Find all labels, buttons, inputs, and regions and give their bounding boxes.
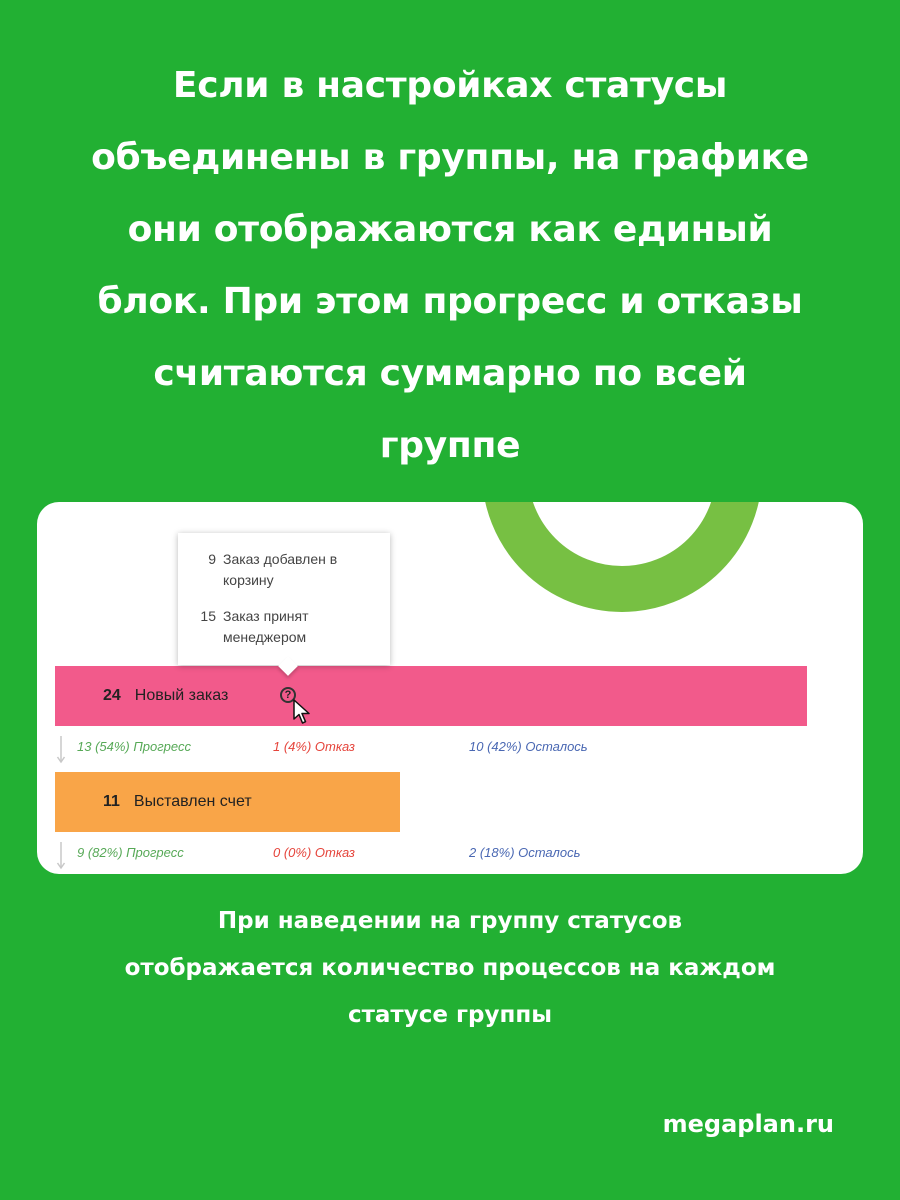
stage-label: Выставлен счет [133, 793, 252, 810]
brand-label: megaplan.ru [662, 1110, 834, 1138]
headline-line: объединены в группы, на графике [91, 137, 809, 178]
headline-line: они отображаются как единый [127, 209, 773, 250]
progress-stat[interactable]: 9 (82%) Прогресс [77, 845, 184, 860]
tooltip-item-label: Заказ принят менеджером [223, 608, 309, 645]
tooltip-item-label: Заказ добавлен в корзину [223, 551, 338, 588]
status-group-tooltip [178, 533, 390, 665]
headline-line: блок. При этом прогресс и отказы [97, 281, 803, 322]
tooltip-item-count: 9 [208, 551, 216, 567]
tooltip-item [178, 606, 368, 648]
progress-stat[interactable]: 13 (54%) Прогресс [77, 739, 191, 754]
refusal-stat[interactable]: 0 (0%) Отказ [273, 845, 355, 860]
stage-stats-row [37, 842, 863, 866]
mouse-cursor-icon [293, 699, 311, 725]
headline [30, 50, 870, 482]
headline-line: группе [379, 425, 521, 466]
caption-line: При наведении на группу статусов [217, 908, 683, 934]
down-arrow-icon [56, 842, 66, 870]
headline-line: Если в настройках статусы [172, 65, 728, 106]
caption-line: статусе группы [347, 1002, 553, 1028]
stage-count: 24 [103, 687, 121, 704]
donut-chart-segment [482, 502, 762, 612]
headline-line: считаются суммарно по всей [153, 353, 747, 394]
remaining-stat[interactable]: 10 (42%) Осталось [469, 739, 588, 754]
caption-line: отображается количество процессов на каждом [124, 955, 776, 981]
funnel-stage-invoice[interactable] [55, 772, 400, 832]
tooltip-item-count: 15 [200, 608, 216, 624]
refusal-stat[interactable]: 1 (4%) Отказ [273, 739, 355, 754]
down-arrow-icon [56, 736, 66, 764]
stage-label: Новый заказ [134, 687, 229, 704]
funnel-screenshot-card [37, 502, 863, 874]
caption [30, 898, 870, 1039]
remaining-stat[interactable]: 2 (18%) Осталось [469, 845, 581, 860]
tooltip-item [178, 549, 368, 591]
funnel-stage-new-order[interactable] [55, 666, 807, 726]
stage-count: 11 [103, 793, 120, 810]
question-circle-icon[interactable]: ? [280, 687, 296, 703]
stage-stats-row [37, 736, 863, 760]
